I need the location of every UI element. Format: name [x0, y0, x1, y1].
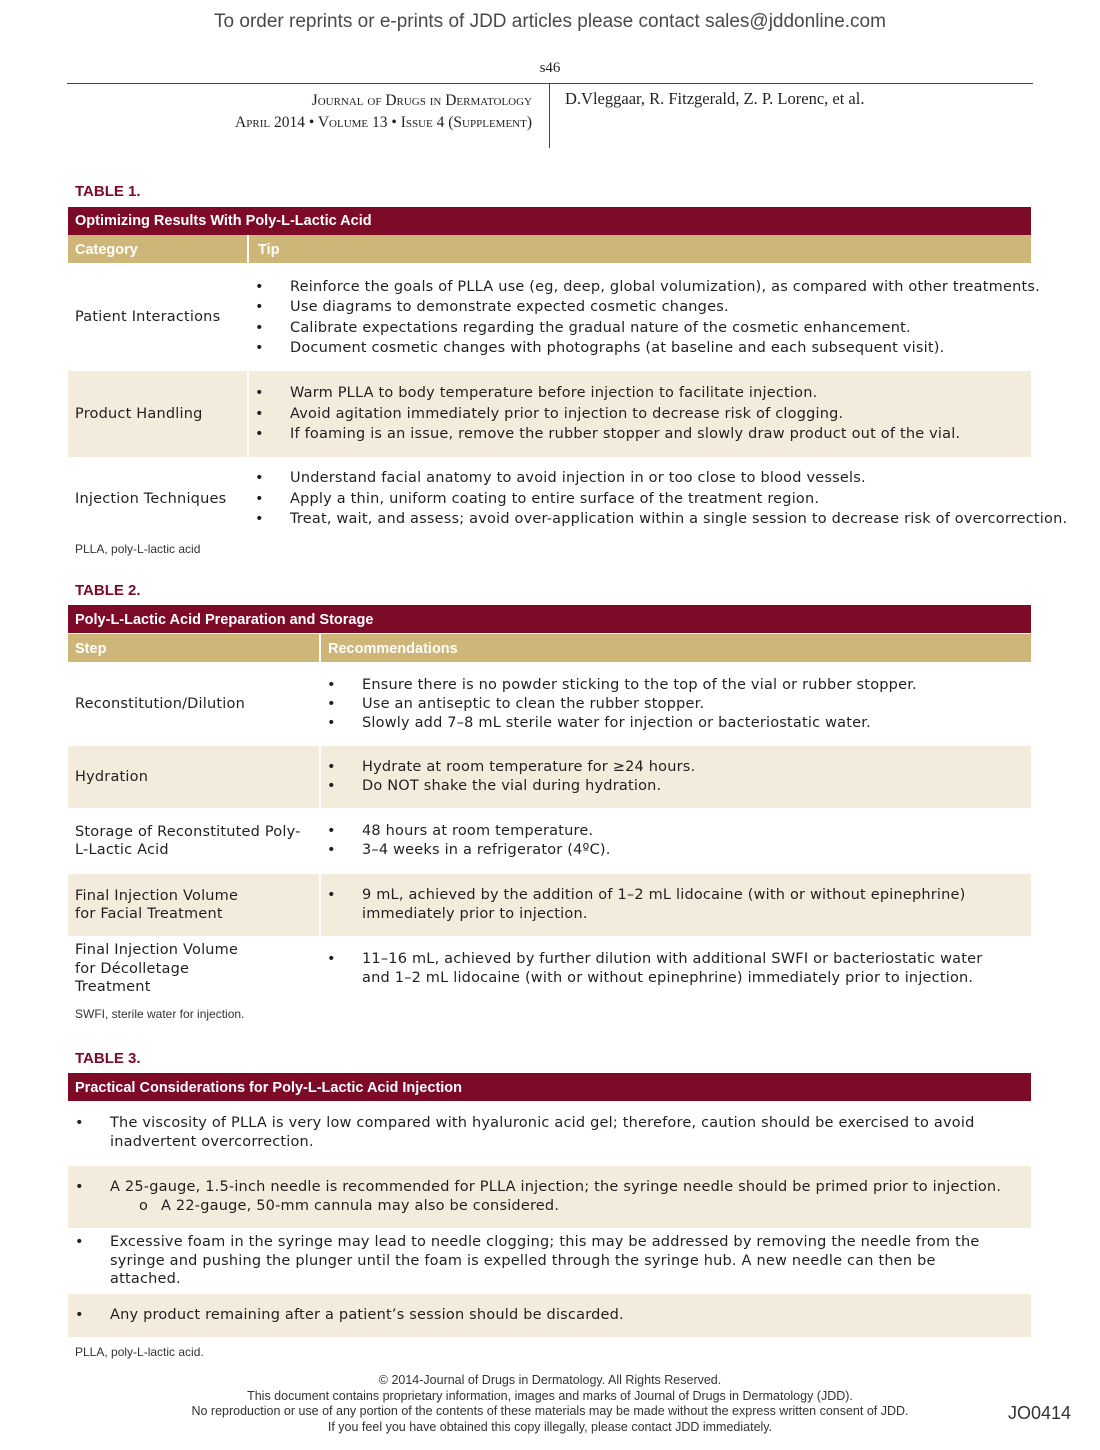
table2-step: Final Injection Volume for Décolletage Treatment — [75, 942, 239, 996]
table3-row — [68, 1230, 1031, 1292]
column-divider — [247, 457, 249, 541]
table1-tip-text: Apply a thin, uniform coating to entire surface of the treatment region. — [290, 490, 820, 507]
bullet-marker: • — [327, 887, 336, 904]
table2-recommendation — [327, 758, 1011, 777]
bullet-marker: • — [255, 340, 264, 356]
table1-tips — [255, 264, 1040, 371]
bullet-marker: • — [255, 470, 264, 487]
bullet-marker: • — [75, 1179, 84, 1196]
table1-category: Injection Techniques — [75, 490, 227, 507]
bullet-marker: • — [327, 842, 336, 858]
bullet-marker: • — [327, 677, 336, 694]
table1-row — [68, 371, 1031, 457]
table1-header-row — [68, 235, 1031, 263]
bullet-marker: o — [139, 1198, 149, 1214]
column-divider — [247, 264, 249, 371]
table2-recommendation — [327, 841, 1011, 860]
table2-row — [68, 663, 1031, 746]
table1-tip — [255, 297, 1031, 318]
bullet-marker: • — [255, 490, 264, 507]
bullet-marker: • — [75, 1115, 84, 1132]
table1-tip-text: Treat, wait, and assess; avoid over-application within a single session to decrease risk of overcorrection. — [290, 511, 1068, 528]
copyright-line: This document contains proprietary information, images and marks of Journal of Drugs in Dermatology (JDD). — [247, 1388, 853, 1403]
bullet-marker: • — [327, 951, 336, 968]
bullet-marker: • — [255, 385, 264, 402]
table2-recommendation-text: 48 hours at room temperature. — [362, 823, 594, 840]
table3-item-text: Excessive foam in the syringe may lead to needle clogging; this may be addressed by removing the needle from the syringe and pushing the plunger until the foam is expelled through the syringe hub. A new needle can then be attached. — [110, 1233, 980, 1288]
journal-name: Journal of Drugs in Dermatology — [311, 92, 532, 109]
table1-row — [68, 457, 1068, 541]
bullet-marker: • — [255, 278, 264, 295]
table2-recommendations — [327, 663, 1011, 746]
table1-tip — [255, 424, 1031, 445]
table2-recommendation — [327, 886, 1011, 923]
table3-item — [75, 1114, 1011, 1151]
table1-tip-text: Calibrate expectations regarding the gradual nature of the cosmetic enhancement. — [290, 319, 911, 336]
table2-header-divider — [319, 634, 321, 662]
journal-masthead — [60, 90, 532, 134]
bullet-marker: • — [255, 426, 264, 443]
table2-title: Poly-L-Lactic Acid Preparation and Storage — [68, 605, 1031, 633]
table1-tips — [255, 457, 1068, 541]
table2-recommendation — [327, 822, 1011, 841]
table1-tip-text: Reinforce the goals of PLLA use (eg, deep, global volumization), as compared with other treatments. — [290, 278, 1040, 295]
table3-consideration — [75, 1102, 1011, 1164]
reprint-notice: To order reprints or e-prints of JDD articles please contact sales@jddonline.com — [214, 11, 886, 32]
column-divider — [247, 371, 249, 457]
document-code: JO0414 — [1008, 1403, 1072, 1423]
table3-item — [75, 1233, 1011, 1289]
bullet-marker: • — [327, 714, 336, 731]
table2-footnote: SWFI, sterile water for injection. — [75, 1007, 245, 1021]
table3-item-text: A 25-gauge, 1.5-inch needle is recommended for PLLA injection; the syringe needle should be primed prior to injection. — [110, 1179, 1002, 1196]
table1-label: TABLE 1. — [75, 183, 141, 200]
table2-step: Final Injection Volume for Facial Treatment — [75, 887, 239, 922]
table2-step: Reconstitution/Dilution — [75, 696, 245, 713]
bullet-marker: • — [327, 823, 336, 840]
bullet-marker: • — [255, 405, 264, 422]
table2-recommendation — [327, 714, 1011, 733]
table2-row — [68, 936, 1031, 1002]
header-divider — [549, 84, 550, 148]
bullet-marker: • — [75, 1233, 84, 1250]
table2-recommendation — [327, 695, 1011, 714]
bullet-marker: • — [255, 319, 264, 336]
table2-header-recommendations: Recommendations — [328, 641, 458, 657]
copyright-line: © 2014-Journal of Drugs in Dermatology. All Rights Reserved. — [378, 1373, 722, 1387]
table1-category: Product Handling — [75, 405, 203, 422]
copyright-line: No reproduction or use of any portion of the contents of these materials may be made without the express written consent of JDD. — [191, 1404, 909, 1419]
bullet-marker: • — [327, 759, 336, 776]
table2-recommendations — [327, 936, 1011, 1002]
table1-tip-text: If foaming is an issue, remove the rubber stopper and slowly draw product out of the vial. — [290, 426, 961, 443]
bullet-marker: • — [75, 1307, 84, 1324]
table1-row — [68, 264, 1040, 371]
table3-consideration — [75, 1294, 1011, 1337]
bullet-marker: • — [327, 778, 336, 794]
table2-label: TABLE 2. — [75, 582, 141, 599]
table3-item-text: Any product remaining after a patient’s session should be discarded. — [110, 1307, 624, 1324]
table1-tip-text: Understand facial anatomy to avoid injection in or too close to blood vessels. — [290, 470, 866, 487]
column-divider — [319, 874, 321, 936]
table2-recommendation — [327, 950, 1011, 987]
column-divider — [319, 663, 321, 746]
column-divider — [319, 808, 321, 874]
table3-title: Practical Considerations for Poly-L-Lactic Acid Injection — [68, 1073, 1031, 1101]
author-line: D.Vleggaar, R. Fitzgerald, Z. P. Lorenc, et al. — [565, 89, 865, 108]
table3-subitem-text: A 22-gauge, 50-mm cannula may also be considered. — [161, 1198, 560, 1214]
table1-tip — [255, 383, 1031, 404]
table3-row — [68, 1102, 1031, 1164]
table2-recommendation-text: Hydrate at room temperature for ≥24 hours. — [362, 759, 696, 776]
table3-footnote: PLLA, poly-L-lactic acid. — [75, 1345, 204, 1359]
copyright-notice — [0, 1373, 1100, 1436]
table2-recommendation-text: Do NOT shake the vial during hydration. — [362, 778, 662, 794]
table1-title: Optimizing Results With Poly-L-Lactic Acid — [68, 207, 1031, 235]
table1-tip-text: Use diagrams to demonstrate expected cosmetic changes. — [290, 299, 729, 315]
table3-label: TABLE 3. — [75, 1050, 141, 1067]
table3-item — [75, 1178, 1011, 1197]
table2-recommendation-text: 3–4 weeks in a refrigerator (4ºC). — [362, 842, 611, 858]
table1-footnote: PLLA, poly-L-lactic acid — [75, 542, 201, 556]
bullet-marker: • — [255, 511, 264, 528]
table1-tip-text: Document cosmetic changes with photographs (at baseline and each subsequent visit). — [290, 340, 945, 356]
bullet-marker: • — [327, 696, 336, 713]
table1-tip-text: Warm PLLA to body temperature before injection to facilitate injection. — [290, 385, 818, 402]
header-rule — [67, 83, 1033, 84]
table2-recommendation-text: 11–16 mL, achieved by further dilution with additional SWFI or bacteriostatic water and 1–2 mL lidocaine (with or without epinephrine) immediately prior to injection. — [362, 951, 983, 986]
table2-step: Hydration — [75, 768, 149, 785]
column-divider — [319, 936, 321, 1002]
table1-tip-text: Avoid agitation immediately prior to injection to decrease risk of clogging. — [290, 405, 844, 422]
bullet-marker: • — [255, 299, 264, 315]
table3-item-text: The viscosity of PLLA is very low compared with hyaluronic acid gel; therefore, caution should be exercised to avoid inadvertent overcorrection. — [110, 1115, 975, 1150]
table2-recommendation-text: Slowly add 7–8 mL sterile water for injection or bacteriostatic water. — [362, 714, 871, 731]
table2-recommendation-text: 9 mL, achieved by the addition of 1–2 mL lidocaine (with or without epinephrine) immediately prior to injection. — [362, 887, 966, 922]
table2-row — [68, 746, 1031, 808]
table1-tip — [255, 404, 1031, 425]
table2-step: Storage of Reconstituted Poly-L-Lactic Acid — [75, 823, 301, 858]
table1-header-tip: Tip — [258, 242, 280, 258]
table2-recommendation — [327, 777, 1011, 796]
table1-tip — [255, 338, 1031, 359]
table3-consideration — [75, 1166, 1011, 1228]
page-number: s46 — [539, 60, 561, 76]
table3-subitem — [75, 1197, 1011, 1216]
issue-line: April 2014 • Volume 13 • Issue 4 (Supplement) — [235, 114, 532, 131]
table1-tip — [255, 277, 1040, 298]
table3-item — [75, 1306, 1011, 1325]
table2-recommendation-text: Use an antiseptic to clean the rubber stopper. — [362, 696, 705, 713]
table1-category: Patient Interactions — [75, 309, 221, 326]
column-divider — [319, 746, 321, 808]
table2-row — [68, 808, 1031, 874]
table3-row — [68, 1166, 1031, 1228]
table1-header-divider — [247, 235, 249, 263]
table2-recommendations — [327, 746, 1011, 808]
table2-recommendation-text: Ensure there is no powder sticking to the top of the vial or rubber stopper. — [362, 677, 917, 694]
table3-consideration — [75, 1230, 1011, 1292]
table3-row — [68, 1294, 1031, 1337]
table1-tip — [255, 318, 1031, 339]
copyright-line: If you feel you have obtained this copy illegally, please contact JDD immediately. — [327, 1420, 773, 1435]
table1-tips — [255, 371, 1031, 457]
table1-tip — [255, 489, 1031, 510]
table2-recommendations — [327, 874, 1011, 936]
table1-header-category: Category — [75, 242, 138, 258]
table2-recommendations — [327, 808, 1011, 874]
table2-header-step: Step — [75, 641, 107, 657]
table2-recommendation — [327, 676, 1011, 695]
table2-row — [68, 874, 1031, 936]
table1-tip — [255, 509, 1068, 530]
table2-header-row — [68, 634, 1031, 662]
table1-tip — [255, 468, 1031, 489]
